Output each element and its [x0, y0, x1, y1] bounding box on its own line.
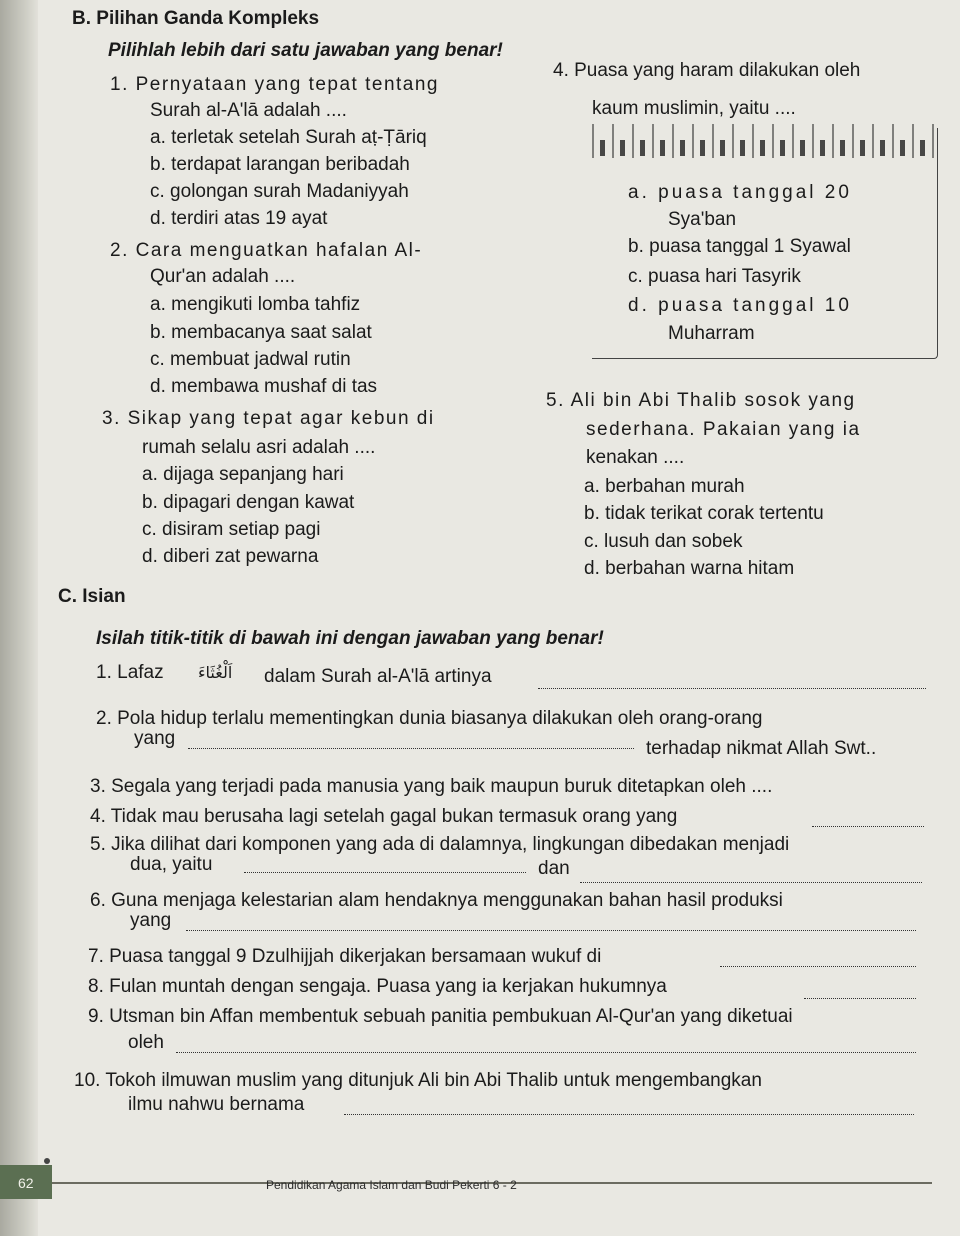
isian-10-blank[interactable]	[344, 1114, 914, 1115]
q5-option-d: d. berbahan warna hitam	[584, 558, 795, 579]
isian-2-line1: 2. Pola hidup terlalu mementingkan dunia biasanya dilakukan oleh orang-orang	[96, 708, 763, 729]
isian-9-blank[interactable]	[176, 1052, 916, 1053]
q5-text-line1: 5. Ali bin Abi Thalib sosok yang	[546, 390, 856, 411]
q2-text-line2: Qur'an adalah ....	[150, 266, 296, 287]
ruler-ticks-marks	[592, 140, 937, 156]
isian-1-prefix: 1. Lafaz	[96, 662, 164, 683]
isian-2-blank[interactable]	[188, 748, 634, 749]
q3-text-line2: rumah selalu asri adalah ....	[142, 437, 376, 458]
isian-8-text: 8. Fulan muntah dengan sengaja. Puasa yang ia kerjakan hukumnya	[88, 976, 667, 997]
q2-option-a: a. mengikuti lomba tahfiz	[150, 294, 361, 315]
q4-text-line1: 4. Puasa yang haram dilakukan oleh	[553, 60, 861, 81]
q3-option-b: b. dipagari dengan kawat	[142, 492, 355, 513]
page-number: 62	[18, 1175, 34, 1191]
isian-5-dan: dan	[538, 858, 570, 879]
isian-5-line1: 5. Jika dilihat dari komponen yang ada di dalamnya, lingkungan dibedakan menjadi	[90, 834, 790, 855]
isian-2-suffix: terhadap nikmat Allah Swt..	[646, 738, 877, 759]
q3-text-line1: 3. Sikap yang tepat agar kebun di	[102, 408, 435, 429]
q2-option-d: d. membawa mushaf di tas	[150, 376, 378, 397]
q4-option-c: c. puasa hari Tasyrik	[628, 266, 801, 287]
isian-7-text: 7. Puasa tanggal 9 Dzulhijjah dikerjakan bersamaan wukuf di	[88, 946, 602, 967]
q1-text-line2: Surah al-A'lā adalah ....	[150, 100, 347, 121]
isian-10-line1: 10. Tokoh ilmuwan muslim yang ditunjuk Ali bin Abi Thalib untuk mengembangkan	[74, 1070, 762, 1091]
q1-option-a: a. terletak setelah Surah aṭ-Ṭāriq	[150, 127, 427, 148]
isian-4-text: 4. Tidak mau berusaha lagi setelah gagal bukan termasuk orang yang	[90, 806, 678, 827]
section-b-heading: B. Pilihan Ganda Kompleks	[72, 8, 320, 29]
q3-option-a: a. dijaga sepanjang hari	[142, 464, 344, 485]
section-b-instruction: Pilihlah lebih dari satu jawaban yang benar!	[108, 40, 503, 61]
q4-option-d-cont: Muharram	[668, 323, 755, 344]
q3-option-d: d. diberi zat pewarna	[142, 546, 319, 567]
page-binding-edge	[0, 0, 38, 1236]
isian-10-line2: ilmu nahwu bernama	[128, 1094, 305, 1115]
q5-option-b: b. tidak terikat corak tertentu	[584, 503, 824, 524]
q1-option-b: b. terdapat larangan beribadah	[150, 154, 410, 175]
isian-1-suffix: dalam Surah al-A'lā artinya	[264, 666, 492, 687]
section-c-heading: C. Isian	[58, 586, 126, 607]
isian-6-yang: yang	[130, 910, 172, 931]
q1-option-c: c. golongan surah Madaniyyah	[150, 181, 409, 202]
isian-2-yang: yang	[134, 728, 176, 749]
isian-8-blank[interactable]	[804, 998, 916, 999]
q5-option-a: a. berbahan murah	[584, 476, 745, 497]
q3-option-c: c. disiram setiap pagi	[142, 519, 321, 540]
isian-1-blank[interactable]	[538, 688, 926, 689]
isian-7-blank[interactable]	[720, 966, 916, 967]
q5-option-c: c. lusuh dan sobek	[584, 531, 743, 552]
q2-option-c: c. membuat jadwal rutin	[150, 349, 351, 370]
q2-option-b: b. membacanya saat salat	[150, 322, 372, 343]
q1-option-d: d. terdiri atas 19 ayat	[150, 208, 328, 229]
isian-4-blank[interactable]	[812, 826, 924, 827]
isian-6-blank[interactable]	[186, 930, 916, 931]
q4-option-d: d. puasa tanggal 10	[628, 295, 852, 316]
footer-book-title: Pendidikan Agama Islam dan Budi Pekerti 6 - 2	[266, 1178, 517, 1192]
isian-6-line1: 6. Guna menjaga kelestarian alam hendaknya menggunakan bahan hasil produksi	[90, 890, 783, 911]
isian-3-text: 3. Segala yang terjadi pada manusia yang baik maupun buruk ditetapkan oleh ....	[90, 776, 773, 797]
footer-dot	[44, 1158, 50, 1164]
isian-1-arabic-word: اَلْغُثَاءَ	[198, 663, 233, 682]
q4-option-b: b. puasa tanggal 1 Syawal	[628, 236, 851, 257]
isian-5-blank-1[interactable]	[244, 872, 526, 873]
isian-9-line1: 9. Utsman bin Affan membentuk sebuah panitia pembukuan Al-Qur'an yang diketuai	[88, 1006, 793, 1027]
q4-option-a: a. puasa tanggal 20	[628, 182, 852, 203]
q1-text-line1: 1. Pernyataan yang tepat tentang	[110, 74, 439, 95]
isian-9-oleh: oleh	[128, 1032, 164, 1053]
q4-option-a-cont: Sya'ban	[668, 209, 737, 230]
q4-text-line2: kaum muslimin, yaitu ....	[592, 98, 796, 119]
q2-text-line1: 2. Cara menguatkan hafalan Al-	[110, 240, 423, 261]
isian-5-dua-yaitu: dua, yaitu	[130, 854, 213, 875]
q5-text-line2: sederhana. Pakaian yang ia	[586, 419, 861, 440]
q5-text-line3: kenakan ....	[586, 447, 685, 468]
isian-5-blank-2[interactable]	[580, 882, 922, 883]
section-c-instruction: Isilah titik-titik di bawah ini dengan jawaban yang benar!	[96, 628, 604, 649]
